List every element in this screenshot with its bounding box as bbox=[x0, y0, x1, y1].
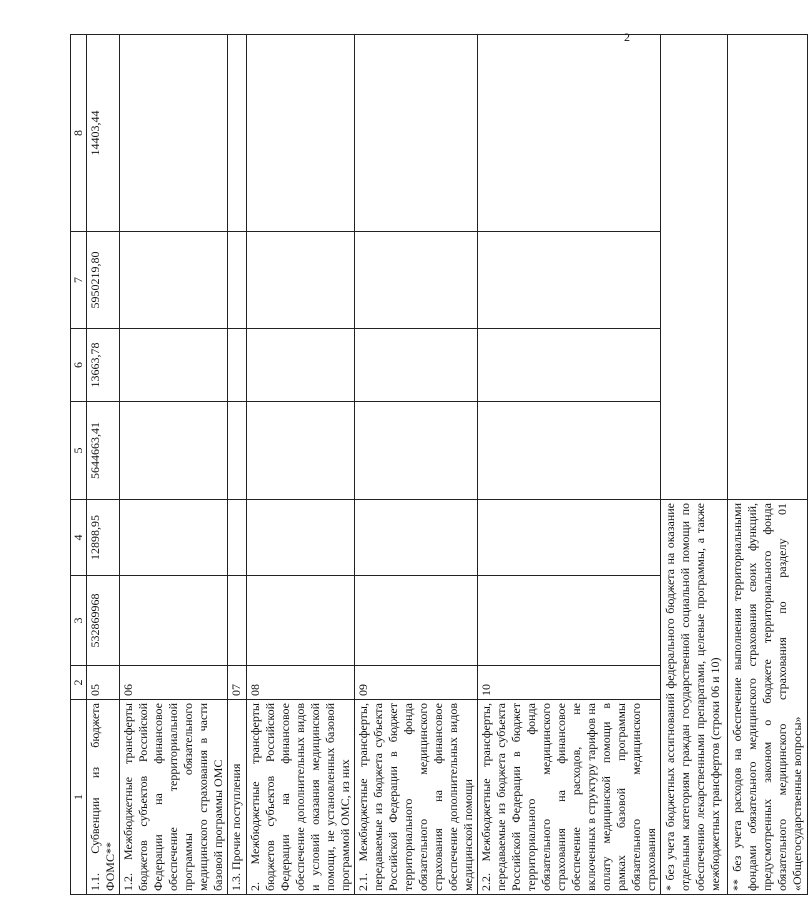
row-code: 07 bbox=[228, 666, 247, 700]
footnote-spacer bbox=[728, 35, 808, 500]
cell-value bbox=[120, 500, 228, 576]
cell-value bbox=[247, 329, 355, 402]
cell-value bbox=[120, 35, 228, 232]
cell-value bbox=[478, 576, 661, 666]
row-code: 09 bbox=[355, 666, 478, 700]
page-number: 2 bbox=[624, 30, 630, 44]
row-description: 2.1. Межбюджетные трансферты, передаваемые из бюджета субъекта Российской Федерации в бюджет территориального фонда обязательного медицинского страхования на финансовое обеспечение дополнительных видов медицинской помощи bbox=[355, 700, 478, 895]
header-cell: 8 bbox=[71, 35, 87, 232]
cell-value bbox=[247, 35, 355, 232]
header-cell: 1 bbox=[71, 700, 87, 895]
header-cell: 3 bbox=[71, 576, 87, 666]
cell-value bbox=[478, 402, 661, 500]
cell-value bbox=[120, 329, 228, 402]
table-row bbox=[247, 35, 355, 895]
cell-value: 5950219,80 bbox=[87, 232, 120, 329]
row-description: 1.1. Субвенции из бюджета ФОМС** bbox=[87, 700, 120, 895]
cell-value bbox=[355, 500, 478, 576]
cell-value: 14403,44 bbox=[87, 35, 120, 232]
footnote-spacer bbox=[661, 35, 728, 500]
row-code: 08 bbox=[247, 666, 355, 700]
cell-value bbox=[120, 232, 228, 329]
cell-value bbox=[228, 35, 247, 232]
cell-value bbox=[228, 402, 247, 500]
header-cell: 5 bbox=[71, 402, 87, 500]
cell-value bbox=[355, 402, 478, 500]
header-cell: 4 bbox=[71, 500, 87, 576]
cell-value bbox=[355, 576, 478, 666]
footnote-row bbox=[728, 35, 808, 895]
cell-value bbox=[478, 500, 661, 576]
row-description: 2. Межбюджетные трансферты бюджетов субъектов Российской Федерации на финансовое обеспечение дополнительных видов и условий оказания медицинской помощи, не установленных базовой программой ОМС, из них bbox=[247, 700, 355, 895]
footnote-row bbox=[661, 35, 728, 895]
cell-value bbox=[478, 232, 661, 329]
cell-value bbox=[120, 402, 228, 500]
cell-value bbox=[478, 329, 661, 402]
table-row bbox=[355, 35, 478, 895]
row-description: 1.2. Межбюджетные трансферты бюджетов субъектов Российской Федерации на финансовое обеспечение территориальной программы обязательного медицинского страхования в части базовой программы ОМС bbox=[120, 700, 228, 895]
cell-value bbox=[120, 576, 228, 666]
cell-value bbox=[247, 232, 355, 329]
header-cell: 2 bbox=[71, 666, 87, 700]
cell-value bbox=[228, 500, 247, 576]
table-row bbox=[87, 35, 120, 895]
table-row bbox=[478, 35, 661, 895]
cell-value bbox=[355, 329, 478, 402]
rotated-page bbox=[70, 35, 804, 895]
table-row bbox=[120, 35, 228, 895]
cell-value bbox=[228, 329, 247, 402]
row-code: 06 bbox=[120, 666, 228, 700]
cell-value bbox=[355, 232, 478, 329]
row-code: 10 bbox=[478, 666, 661, 700]
finance-table bbox=[70, 34, 808, 895]
row-code: 05 bbox=[87, 666, 120, 700]
cell-value bbox=[355, 35, 478, 232]
table-row bbox=[228, 35, 247, 895]
cell-value: 532869968 bbox=[87, 576, 120, 666]
footnote-1: * без учета бюджетных ассигнований федерального бюджета на оказание отдельным категориям граждан государственной социальной помощи по обеспечению лекарственными препаратами, целевые программы, а также межбюджетных трансфертов (строки 06 и 10) bbox=[661, 500, 728, 895]
cell-value bbox=[478, 35, 661, 232]
cell-value bbox=[247, 500, 355, 576]
cell-value bbox=[228, 232, 247, 329]
cell-value: 5644663,41 bbox=[87, 402, 120, 500]
cell-value: 13663,78 bbox=[87, 329, 120, 402]
cell-value bbox=[228, 576, 247, 666]
cell-value bbox=[247, 576, 355, 666]
footnote-2: ** без учета расходов на обеспечение выполнения территориальными фондами обязательного медицинского страхования своих функций, предусмотренных законом о бюджете территориального фонда обязательного медицинского страхования по разделу 01 «Общегосударственные вопросы» bbox=[728, 500, 808, 895]
row-description: 2.2. Межбюджетные трансферты, передаваемые из бюджета субъекта Российской Федерации в бюджет территориального фонда обязательного медицинского страхования на финансовое обеспечение расходов, не включенных в структуру тарифов на оплату медицинской помощи в рамках базовой программы обязательного медицинского страхования bbox=[478, 700, 661, 895]
header-cell: 7 bbox=[71, 232, 87, 329]
cell-value bbox=[247, 402, 355, 500]
cell-value: 12898,95 bbox=[87, 500, 120, 576]
header-row bbox=[71, 35, 87, 895]
row-description: 1.3. Прочие поступления bbox=[228, 700, 247, 895]
header-cell: 6 bbox=[71, 329, 87, 402]
